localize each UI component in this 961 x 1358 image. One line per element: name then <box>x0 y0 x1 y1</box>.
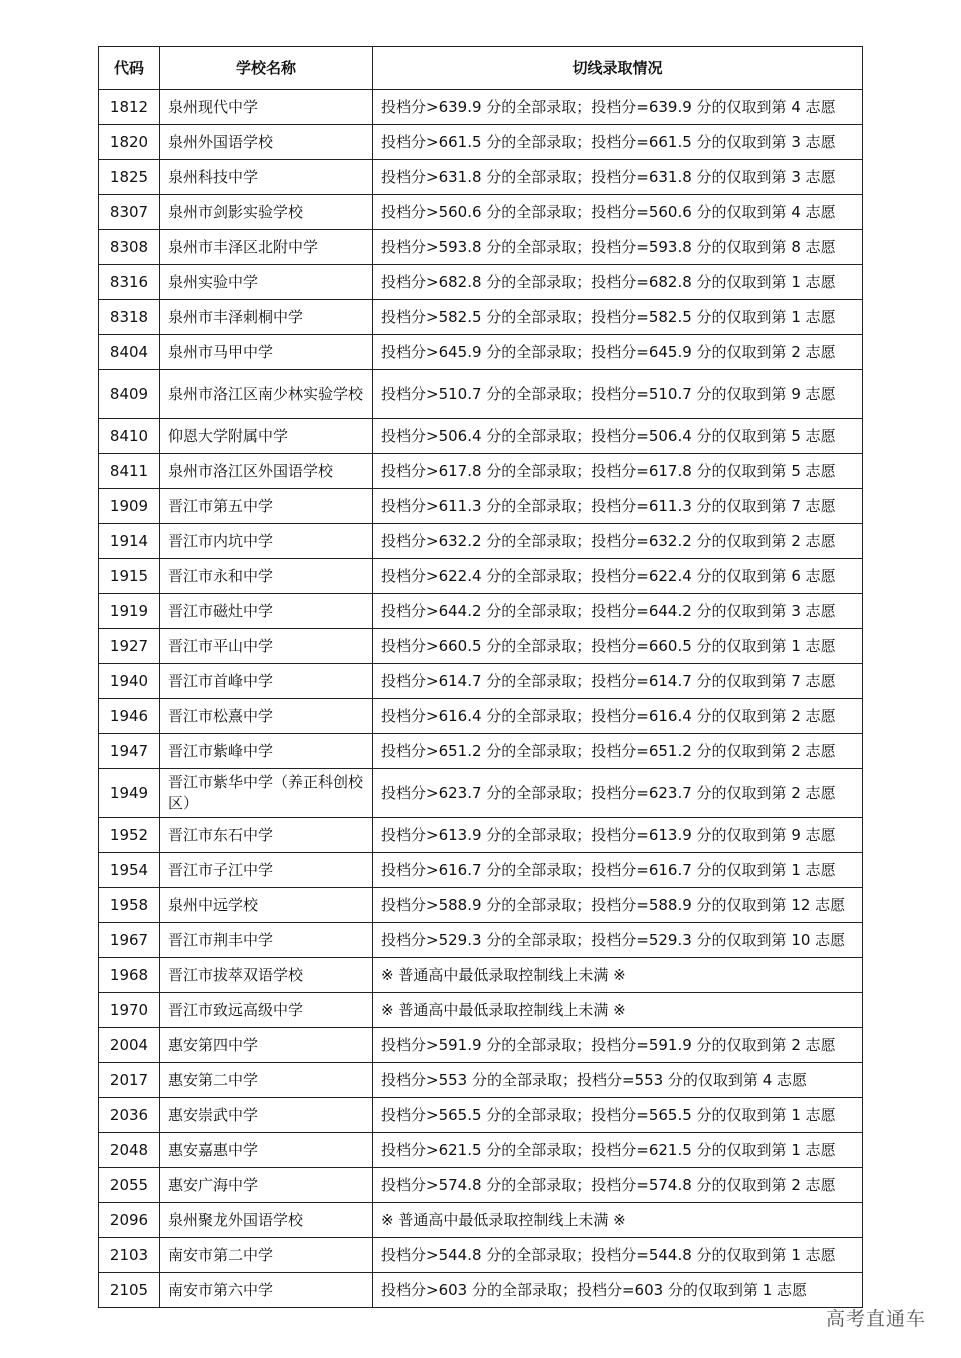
header-admission-status: 切线录取情况 <box>373 47 863 90</box>
table-row <box>99 888 863 923</box>
table-row <box>99 524 863 559</box>
school-name-cell: 晋江市紫华中学（养正科创校区） <box>160 769 373 818</box>
school-name-cell: 晋江市平山中学 <box>160 629 373 664</box>
admission-status-cell: 投档分>614.7 分的全部录取；投档分=614.7 分的仅取到第 7 志愿 <box>373 664 863 699</box>
header-row <box>99 47 863 90</box>
school-name-cell: 晋江市松熹中学 <box>160 699 373 734</box>
admission-status-cell: 投档分>506.4 分的全部录取；投档分=506.4 分的仅取到第 5 志愿 <box>373 419 863 454</box>
admission-table <box>98 46 863 1308</box>
school-name-cell: 晋江市永和中学 <box>160 559 373 594</box>
table-row <box>99 734 863 769</box>
table-row <box>99 160 863 195</box>
school-code-cell: 1949 <box>99 769 160 818</box>
school-code-cell: 1915 <box>99 559 160 594</box>
school-name-cell: 泉州市丰泽刺桐中学 <box>160 300 373 335</box>
admission-status-cell: 投档分>593.8 分的全部录取；投档分=593.8 分的仅取到第 8 志愿 <box>373 230 863 265</box>
table-row <box>99 923 863 958</box>
admission-status-cell: 投档分>574.8 分的全部录取；投档分=574.8 分的仅取到第 2 志愿 <box>373 1168 863 1203</box>
school-name-cell: 晋江市第五中学 <box>160 489 373 524</box>
table-row <box>99 370 863 419</box>
admission-status-cell: 投档分>582.5 分的全部录取；投档分=582.5 分的仅取到第 1 志愿 <box>373 300 863 335</box>
admission-status-cell: 投档分>651.2 分的全部录取；投档分=651.2 分的仅取到第 2 志愿 <box>373 734 863 769</box>
school-code-cell: 1970 <box>99 993 160 1028</box>
school-code-cell: 1909 <box>99 489 160 524</box>
school-code-cell: 1919 <box>99 594 160 629</box>
admission-status-cell: 投档分>623.7 分的全部录取；投档分=623.7 分的仅取到第 2 志愿 <box>373 769 863 818</box>
school-name-cell: 泉州聚龙外国语学校 <box>160 1203 373 1238</box>
school-code-cell: 8411 <box>99 454 160 489</box>
school-name-cell: 惠安第二中学 <box>160 1063 373 1098</box>
table-row <box>99 629 863 664</box>
school-code-cell: 2103 <box>99 1238 160 1273</box>
school-name-cell: 惠安崇武中学 <box>160 1098 373 1133</box>
school-name-cell: 泉州市洛江区南少林实验学校 <box>160 370 373 419</box>
table-row <box>99 454 863 489</box>
school-name-cell: 晋江市紫峰中学 <box>160 734 373 769</box>
school-code-cell: 1946 <box>99 699 160 734</box>
school-name-cell: 南安市第二中学 <box>160 1238 373 1273</box>
table-row <box>99 818 863 853</box>
table-row <box>99 958 863 993</box>
admission-status-cell: 投档分>617.8 分的全部录取；投档分=617.8 分的仅取到第 5 志愿 <box>373 454 863 489</box>
admission-status-cell: 投档分>603 分的全部录取；投档分=603 分的仅取到第 1 志愿 <box>373 1273 863 1308</box>
school-code-cell: 2017 <box>99 1063 160 1098</box>
table-row <box>99 1133 863 1168</box>
admission-status-cell: 投档分>613.9 分的全部录取；投档分=613.9 分的仅取到第 9 志愿 <box>373 818 863 853</box>
admission-status-cell: 投档分>639.9 分的全部录取；投档分=639.9 分的仅取到第 4 志愿 <box>373 90 863 125</box>
table-row <box>99 265 863 300</box>
table-row <box>99 195 863 230</box>
school-code-cell: 1958 <box>99 888 160 923</box>
school-name-cell: 晋江市拔萃双语学校 <box>160 958 373 993</box>
school-name-cell: 晋江市子江中学 <box>160 853 373 888</box>
admission-status-cell: 投档分>611.3 分的全部录取；投档分=611.3 分的仅取到第 7 志愿 <box>373 489 863 524</box>
school-code-cell: 8308 <box>99 230 160 265</box>
school-code-cell: 1812 <box>99 90 160 125</box>
watermark-text: 高考直通车 <box>826 1308 927 1330</box>
admission-status-cell: 投档分>682.8 分的全部录取；投档分=682.8 分的仅取到第 1 志愿 <box>373 265 863 300</box>
school-name-cell: 泉州市洛江区外国语学校 <box>160 454 373 489</box>
school-code-cell: 1825 <box>99 160 160 195</box>
admission-status-cell: 投档分>616.4 分的全部录取；投档分=616.4 分的仅取到第 2 志愿 <box>373 699 863 734</box>
school-code-cell: 1952 <box>99 818 160 853</box>
school-code-cell: 2096 <box>99 1203 160 1238</box>
admission-status-cell: 投档分>591.9 分的全部录取；投档分=591.9 分的仅取到第 2 志愿 <box>373 1028 863 1063</box>
table-row <box>99 993 863 1028</box>
school-code-cell: 2036 <box>99 1098 160 1133</box>
school-code-cell: 1968 <box>99 958 160 993</box>
school-name-cell: 晋江市东石中学 <box>160 818 373 853</box>
school-name-cell: 惠安第四中学 <box>160 1028 373 1063</box>
admission-status-cell: 投档分>622.4 分的全部录取；投档分=622.4 分的仅取到第 6 志愿 <box>373 559 863 594</box>
school-code-cell: 8316 <box>99 265 160 300</box>
school-code-cell: 1967 <box>99 923 160 958</box>
table-row <box>99 699 863 734</box>
admission-status-cell: 投档分>560.6 分的全部录取；投档分=560.6 分的仅取到第 4 志愿 <box>373 195 863 230</box>
admission-status-cell: 投档分>621.5 分的全部录取；投档分=621.5 分的仅取到第 1 志愿 <box>373 1133 863 1168</box>
school-name-cell: 惠安嘉惠中学 <box>160 1133 373 1168</box>
school-code-cell: 8318 <box>99 300 160 335</box>
school-name-cell: 晋江市内坑中学 <box>160 524 373 559</box>
admission-status-cell: 投档分>529.3 分的全部录取；投档分=529.3 分的仅取到第 10 志愿 <box>373 923 863 958</box>
school-name-cell: 泉州实验中学 <box>160 265 373 300</box>
school-name-cell: 晋江市磁灶中学 <box>160 594 373 629</box>
school-name-cell: 泉州中远学校 <box>160 888 373 923</box>
admission-status-cell: 投档分>660.5 分的全部录取；投档分=660.5 分的仅取到第 1 志愿 <box>373 629 863 664</box>
table-row <box>99 1028 863 1063</box>
admission-status-cell: 投档分>616.7 分的全部录取；投档分=616.7 分的仅取到第 1 志愿 <box>373 853 863 888</box>
table-row <box>99 1098 863 1133</box>
table-row <box>99 335 863 370</box>
header-school-name: 学校名称 <box>160 47 373 90</box>
school-code-cell: 2004 <box>99 1028 160 1063</box>
admission-status-cell: 投档分>645.9 分的全部录取；投档分=645.9 分的仅取到第 2 志愿 <box>373 335 863 370</box>
admission-status-cell: 投档分>565.5 分的全部录取；投档分=565.5 分的仅取到第 1 志愿 <box>373 1098 863 1133</box>
school-name-cell: 泉州科技中学 <box>160 160 373 195</box>
school-name-cell: 晋江市致远高级中学 <box>160 993 373 1028</box>
table-row <box>99 664 863 699</box>
school-name-cell: 泉州市马甲中学 <box>160 335 373 370</box>
school-name-cell: 泉州现代中学 <box>160 90 373 125</box>
school-name-cell: 晋江市荆丰中学 <box>160 923 373 958</box>
table-row <box>99 125 863 160</box>
table-row <box>99 1168 863 1203</box>
school-name-cell: 泉州市剑影实验学校 <box>160 195 373 230</box>
table-row <box>99 853 863 888</box>
school-name-cell: 仰恩大学附属中学 <box>160 419 373 454</box>
admission-status-cell: ※ 普通高中最低录取控制线上未满 ※ <box>373 958 863 993</box>
admission-status-cell: 投档分>553 分的全部录取；投档分=553 分的仅取到第 4 志愿 <box>373 1063 863 1098</box>
table-row <box>99 1238 863 1273</box>
admission-status-cell: 投档分>661.5 分的全部录取；投档分=661.5 分的仅取到第 3 志愿 <box>373 125 863 160</box>
school-code-cell: 1940 <box>99 664 160 699</box>
school-code-cell: 1947 <box>99 734 160 769</box>
school-code-cell: 2055 <box>99 1168 160 1203</box>
table-row <box>99 1063 863 1098</box>
school-name-cell: 晋江市首峰中学 <box>160 664 373 699</box>
school-code-cell: 1927 <box>99 629 160 664</box>
table-row <box>99 230 863 265</box>
table-row <box>99 559 863 594</box>
admission-status-cell: 投档分>588.9 分的全部录取；投档分=588.9 分的仅取到第 12 志愿 <box>373 888 863 923</box>
table-row <box>99 419 863 454</box>
school-code-cell: 1954 <box>99 853 160 888</box>
school-code-cell: 8410 <box>99 419 160 454</box>
header-code: 代码 <box>99 47 160 90</box>
table-row <box>99 300 863 335</box>
school-code-cell: 8409 <box>99 370 160 419</box>
admission-status-cell: 投档分>631.8 分的全部录取；投档分=631.8 分的仅取到第 3 志愿 <box>373 160 863 195</box>
school-name-cell: 惠安广海中学 <box>160 1168 373 1203</box>
school-name-cell: 泉州外国语学校 <box>160 125 373 160</box>
school-name-cell: 泉州市丰泽区北附中学 <box>160 230 373 265</box>
table-row <box>99 769 863 818</box>
school-code-cell: 2105 <box>99 1273 160 1308</box>
table-row <box>99 90 863 125</box>
school-code-cell: 2048 <box>99 1133 160 1168</box>
table-row <box>99 1203 863 1238</box>
school-code-cell: 1820 <box>99 125 160 160</box>
admission-status-cell: ※ 普通高中最低录取控制线上未满 ※ <box>373 993 863 1028</box>
school-code-cell: 1914 <box>99 524 160 559</box>
admission-status-cell: 投档分>644.2 分的全部录取；投档分=644.2 分的仅取到第 3 志愿 <box>373 594 863 629</box>
school-code-cell: 8404 <box>99 335 160 370</box>
admission-status-cell: 投档分>544.8 分的全部录取；投档分=544.8 分的仅取到第 1 志愿 <box>373 1238 863 1273</box>
school-name-cell: 南安市第六中学 <box>160 1273 373 1308</box>
table-row <box>99 1273 863 1308</box>
admission-status-cell: 投档分>510.7 分的全部录取；投档分=510.7 分的仅取到第 9 志愿 <box>373 370 863 419</box>
table-row <box>99 489 863 524</box>
admission-status-cell: ※ 普通高中最低录取控制线上未满 ※ <box>373 1203 863 1238</box>
school-code-cell: 8307 <box>99 195 160 230</box>
admission-status-cell: 投档分>632.2 分的全部录取；投档分=632.2 分的仅取到第 2 志愿 <box>373 524 863 559</box>
table-row <box>99 594 863 629</box>
